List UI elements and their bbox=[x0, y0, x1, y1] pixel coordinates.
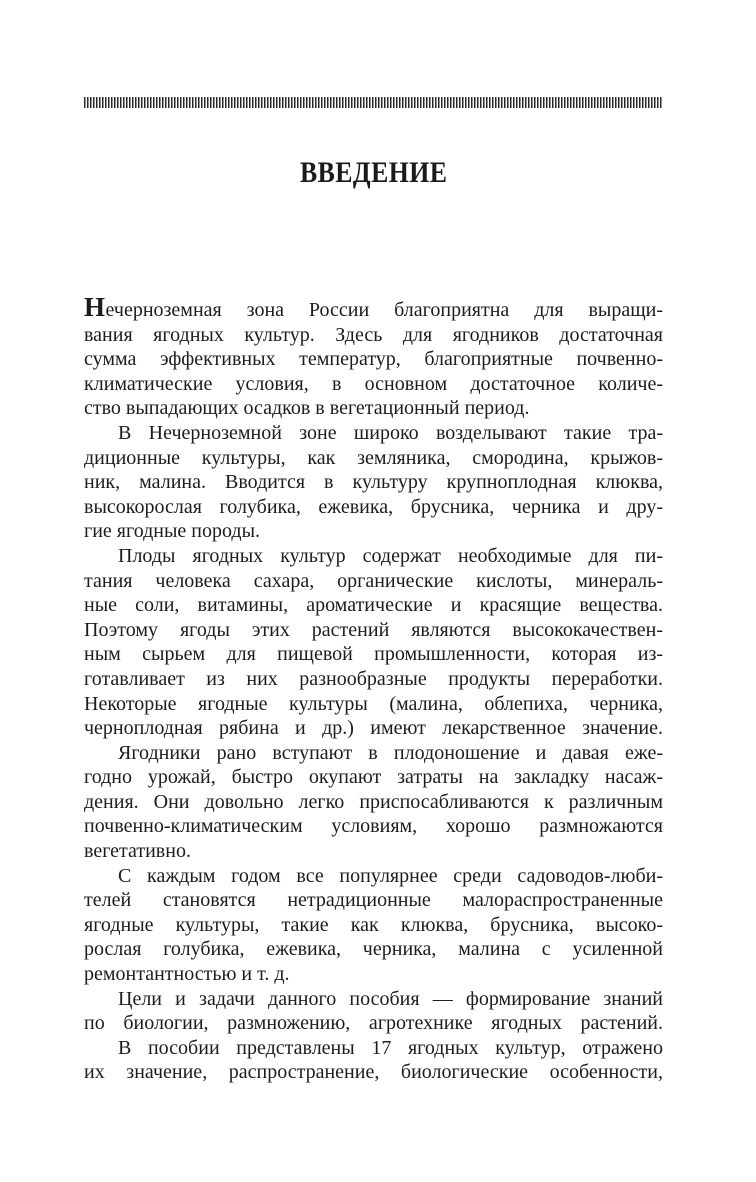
text-line: ник, малина. Вводится в культуру крупноплодная клюква, bbox=[84, 471, 663, 494]
text-line: по биологии, размножению, агротехнике ягодных растений. bbox=[84, 1012, 663, 1035]
text-line: диционные культуры, как земляника, смородина, крыжов- bbox=[84, 446, 663, 469]
initial-letter: Н bbox=[84, 298, 106, 322]
text-line: вания ягодных культур. Здесь для ягодников достаточная bbox=[84, 323, 663, 346]
body-text bbox=[84, 298, 663, 1085]
text-line: Ягодники рано вступают в плодоношение и давая еже- bbox=[118, 741, 663, 764]
text-line: В Нечерноземной зоне широко возделывают такие тра- bbox=[118, 421, 663, 444]
text-line: высокорослая голубика, ежевика, брусника, черника и дру- bbox=[84, 495, 663, 518]
text-line: ремонтантностью и т. д. bbox=[84, 963, 290, 986]
text-line: ным сырьем для пищевой промышленности, которая из- bbox=[84, 643, 663, 666]
paragraph bbox=[84, 544, 663, 741]
text-line: ягодные культуры, такие как клюква, брусника, высоко- bbox=[84, 913, 663, 936]
text-line: готавливает из них разнообразные продукты переработки. bbox=[84, 667, 663, 690]
text-line: их значение, распространение, биологические особенности, bbox=[84, 1061, 663, 1084]
text-line: почвенно-климатическим условиям, хорошо размножаются bbox=[84, 815, 663, 838]
text-line: черноплодная рябина и др.) имеют лекарственное значение. bbox=[84, 717, 663, 740]
text-line: дения. Они довольно легко приспосабливаются к различным bbox=[84, 790, 663, 813]
text-line: Цели и задачи данного пособия — формирование знаний bbox=[118, 987, 663, 1010]
paragraph bbox=[84, 987, 663, 1036]
paragraph bbox=[84, 864, 663, 987]
decorative-rule bbox=[84, 97, 663, 108]
paragraph bbox=[84, 298, 663, 421]
text-line: ные соли, витамины, ароматические и красящие вещества. bbox=[84, 594, 663, 617]
text-line: Некоторые ягодные культуры (малина, облепиха, черника, bbox=[84, 692, 663, 715]
text-line: рослая голубика, ежевика, черника, малина с усиленной bbox=[84, 938, 663, 961]
text-line: тания человека сахара, органические кислоты, минераль- bbox=[84, 569, 663, 592]
text-line: Плоды ягодных культур содержат необходимые для пи- bbox=[118, 544, 663, 567]
chapter-heading bbox=[84, 156, 663, 190]
text-line: гие ягодные породы. bbox=[84, 520, 261, 543]
text-line: Поэтому ягоды этих растений являются высококачествен- bbox=[84, 618, 663, 641]
text-line: телей становятся нетрадиционные малораспространенные bbox=[84, 889, 663, 912]
paragraph bbox=[84, 1036, 663, 1085]
text-line: С каждым годом все популярнее среди садоводов-люби- bbox=[118, 864, 663, 887]
paragraph bbox=[84, 421, 663, 544]
text-line: климатические условия, в основном достаточное количе- bbox=[84, 372, 663, 395]
text-line: В пособии представлены 17 ягодных культур, отражено bbox=[118, 1036, 663, 1059]
paragraph bbox=[84, 741, 663, 864]
text-line: сумма эффективных температур, благоприятные почвенно- bbox=[84, 348, 663, 371]
chapter-title: ВВЕДЕНИЕ bbox=[299, 156, 448, 189]
text-line-content: ечерноземная зона России благоприятна для выращи- bbox=[105, 299, 663, 321]
text-line bbox=[84, 298, 663, 323]
text-line: вегетативно. bbox=[84, 840, 191, 863]
text-line: годно урожай, быстро окупают затраты на закладку насаж- bbox=[84, 766, 663, 789]
text-line: ство выпадающих осадков в вегетационный период. bbox=[84, 397, 530, 420]
